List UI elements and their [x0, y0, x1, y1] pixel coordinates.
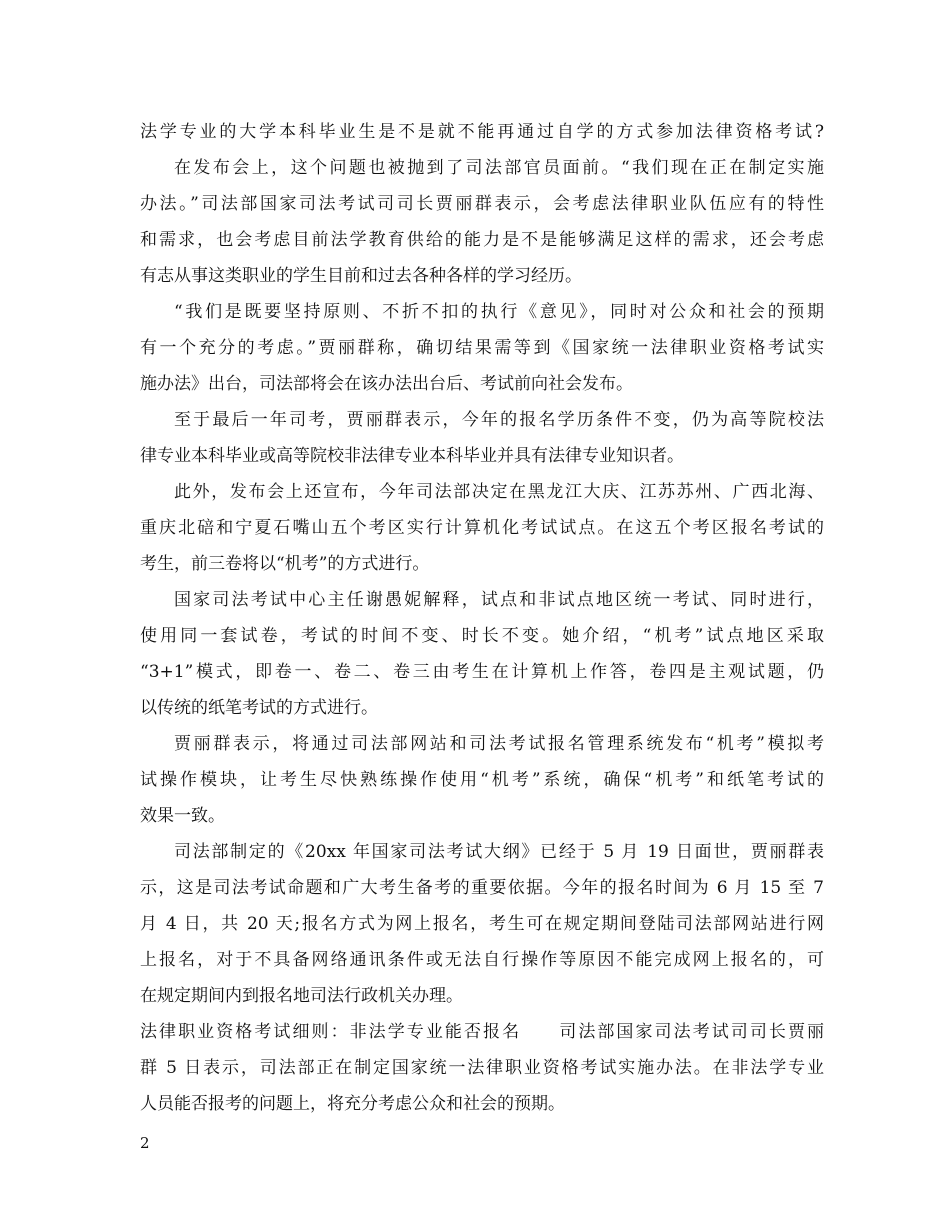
text-line-25: 在规定期间内到报名地司法行政机关办理。 — [140, 986, 463, 1006]
text-line-22: 示，这是司法考试命题和广大考生备考的重要依据。今年的报名时间为 6 月 15 至 7 — [140, 878, 824, 898]
text-line-2: 在发布会上，这个问题也被抛到了司法部官员面前。“我们现在正在制定实施 — [174, 158, 824, 178]
text-line-4: 和需求，也会考虑目前法学教育供给的能力是不是能够满足这样的需求，还会考虑 — [140, 230, 824, 250]
text-line-28: 人员能否报考的问题上，将充分考虑公众和社会的预期。 — [140, 1094, 565, 1114]
text-line-8: 施办法》出台，司法部将会在该办法出台后、考试前向社会发布。 — [140, 374, 633, 394]
text-line-1: 法学专业的大学本科毕业生是不是就不能再通过自学的方式参加法律资格考试? — [140, 122, 824, 142]
text-line-23: 月 4 日，共 20 天;报名方式为网上报名，考生可在规定期间登陆司法部网站进行网 — [140, 914, 824, 934]
text-line-21: 司法部制定的《20xx 年国家司法考试大纲》已经于 5 月 19 日面世，贾丽群表 — [174, 842, 824, 862]
text-line-16: “3+1”模式，即卷一、卷二、卷三由考生在计算机上作答，卷四是主观试题，仍 — [140, 662, 824, 682]
text-line-18: 贾丽群表示，将通过司法部网站和司法考试报名管理系统发布“机考”模拟考 — [174, 734, 824, 754]
text-line-11: 此外，发布会上还宣布，今年司法部决定在黑龙江大庆、江苏苏州、广西北海、 — [174, 482, 824, 502]
body-text — [140, 114, 824, 1122]
text-line-19: 试操作模块，让考生尽快熟练操作使用“机考”系统，确保“机考”和纸笔考试的 — [140, 770, 824, 790]
text-line-20: 效果一致。 — [140, 806, 225, 826]
text-line-24: 上报名，对于不具备网络通讯条件或无法自行操作等原因不能完成网上报名的，可 — [140, 950, 824, 970]
text-line-10: 律专业本科毕业或高等院校非法律专业本科毕业并具有法律专业知识者。 — [140, 446, 684, 466]
text-line-5: 有志从事这类职业的学生目前和过去各种各样的学习经历。 — [140, 266, 582, 286]
text-line-14: 国家司法考试中心主任谢愚妮解释，试点和非试点地区统一考试、同时进行， — [174, 590, 824, 610]
text-line-27: 群 5 日表示，司法部正在制定国家统一法律职业资格考试实施办法。在非法学专业 — [140, 1058, 824, 1078]
text-line-17: 以传统的纸笔考试的方式进行。 — [140, 698, 378, 718]
text-line-9: 至于最后一年司考，贾丽群表示，今年的报名学历条件不变，仍为高等院校法 — [174, 410, 824, 430]
text-line-6: “我们是既要坚持原则、不折不扣的执行《意见》，同时对公众和社会的预期 — [174, 302, 824, 322]
text-line-13: 考生，前三卷将以“机考”的方式进行。 — [140, 554, 430, 574]
text-line-3: 办法。”司法部国家司法考试司司长贾丽群表示，会考虑法律职业队伍应有的特性 — [140, 194, 824, 214]
text-line-26: 法律职业资格考试细则：非法学专业能否报名 司法部国家司法考试司司长贾丽 — [140, 1022, 824, 1042]
text-line-7: 有一个充分的考虑。”贾丽群称，确切结果需等到《国家统一法律职业资格考试实 — [140, 338, 824, 358]
text-line-12: 重庆北碚和宁夏石嘴山五个考区实行计算机化考试试点。在这五个考区报名考试的 — [140, 518, 824, 538]
page-number: 2 — [140, 1134, 150, 1152]
text-line-15: 使用同一套试卷，考试的时间不变、时长不变。她介绍，“机考”试点地区采取 — [140, 626, 824, 646]
